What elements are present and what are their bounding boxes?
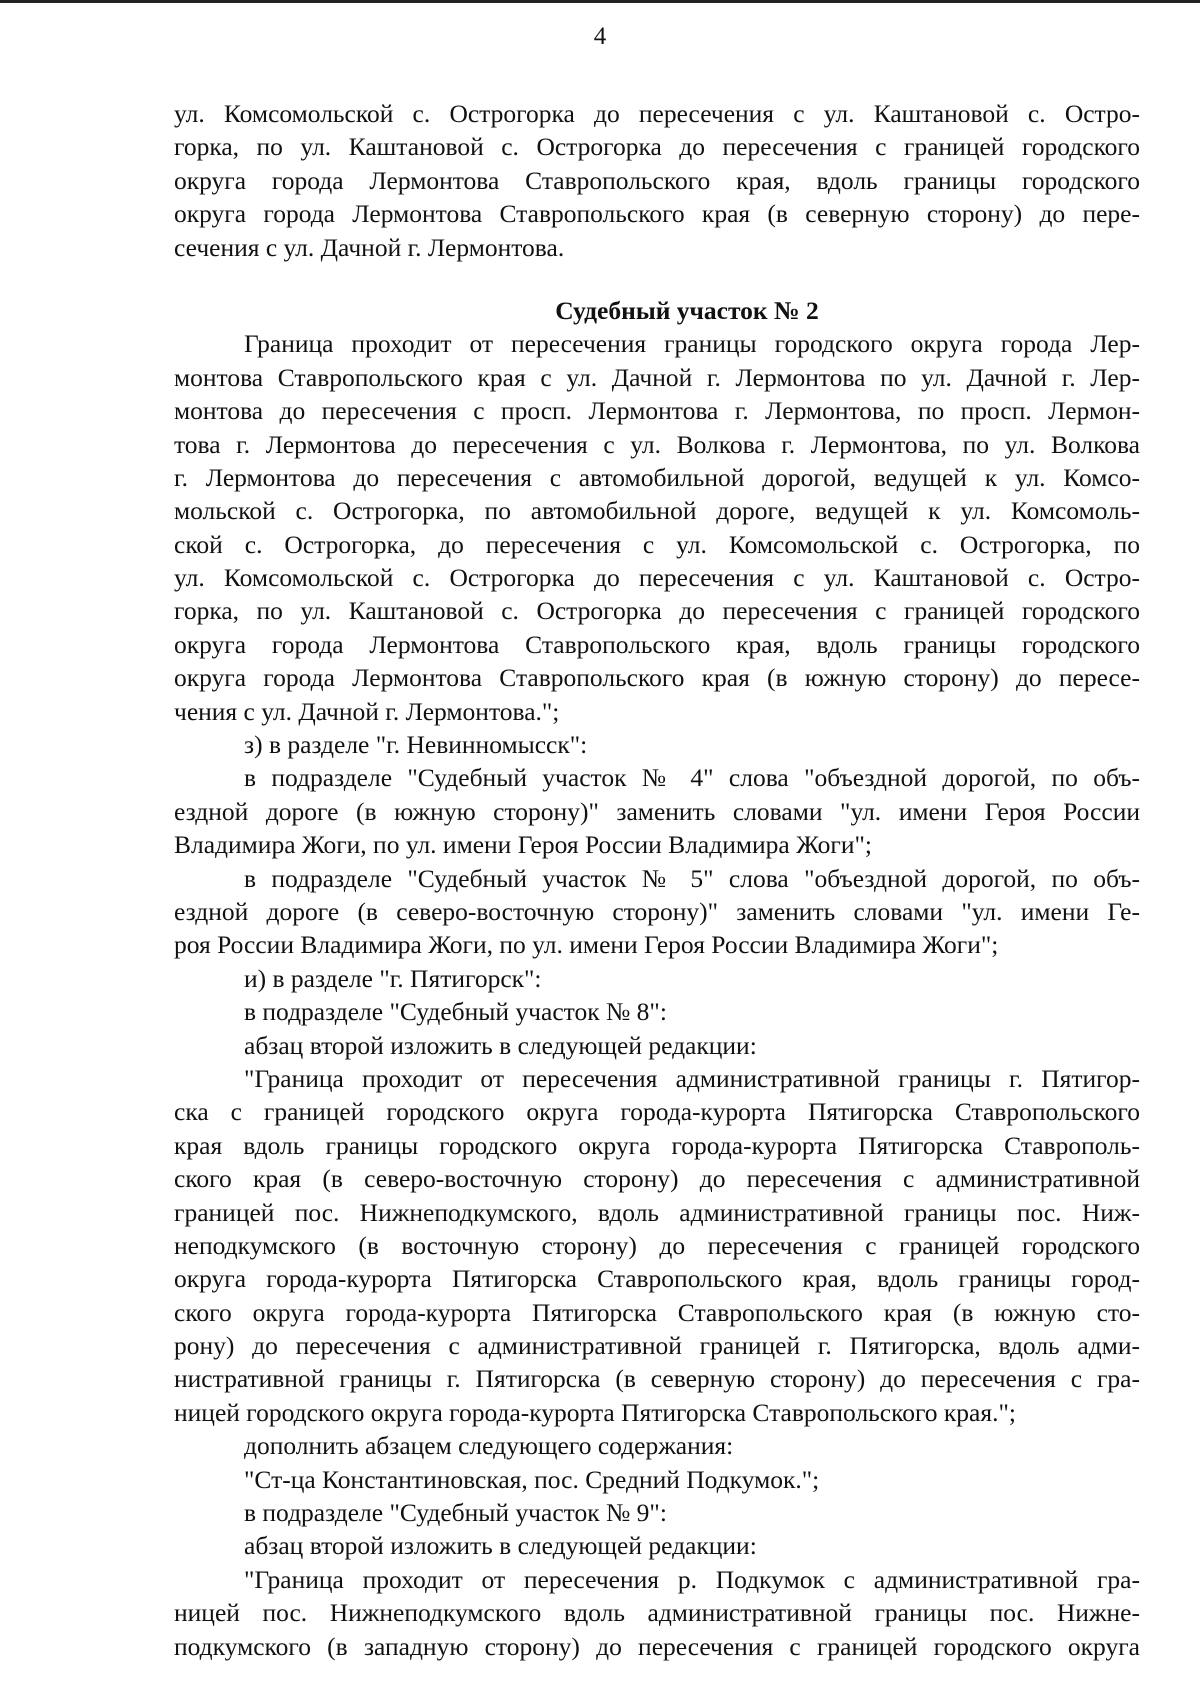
text-line: в подразделе "Судебный участок № 9": (244, 1498, 667, 1528)
text-line: "Граница проходит от пересечения р. Подкумок с административной гра- (244, 1564, 1140, 1594)
text-line: ского округа города-курорта Пятигорска Ставропольского края (в южную сто- (174, 1297, 1140, 1327)
text-line: рону) до пересечения с административной границей г. Пятигорска, вдоль адми- (174, 1331, 1140, 1361)
text-line: ского края (в северо-восточную сторону) до пересечения с административной (174, 1164, 1140, 1194)
text-line: округа города Лермонтова Ставропольского края (в северную сторону) до пере- (174, 199, 1140, 229)
text-line: горка, по ул. Каштановой с. Острогорка до пересечения с границей городского (174, 132, 1140, 162)
text-line: роя России Владимира Жоги, по ул. имени Героя России Владимира Жоги"; (174, 930, 999, 960)
text-line: з) в разделе "г. Невинномысск": (244, 730, 588, 760)
text-line: абзац второй изложить в следующей редакции: (244, 1030, 757, 1060)
text-line: ницей городского округа города-курорта Пятигорска Ставропольского края."; (174, 1397, 1016, 1427)
text-line: това г. Лермонтова до пересечения с ул. Волкова г. Лермонтова, по ул. Волкова (174, 429, 1140, 459)
top-border-line (0, 0, 1200, 3)
text-line: ска с границей городского округа города-курорта Пятигорска Ставропольского (174, 1097, 1140, 1127)
text-line: дополнить абзацем следующего содержания: (244, 1431, 734, 1461)
text-line: монтова до пересечения с просп. Лермонтова г. Лермонтова, по просп. Лермон- (174, 396, 1140, 426)
text-line: округа города Лермонтова Ставропольского края, вдоль границы городского (174, 165, 1140, 195)
section-heading: Судебный участок № 2 (555, 295, 819, 325)
text-line: в подразделе "Судебный участок № 5" слова "объездной дорогой, по объ- (244, 863, 1140, 893)
text-line: г. Лермонтова до пересечения с автомобильной дорогой, ведущей к ул. Комсо- (174, 462, 1140, 492)
text-line: края вдоль границы городского округа города-курорта Пятигорска Ставрополь- (174, 1130, 1140, 1160)
text-line: округа города-курорта Пятигорска Ставропольского края, вдоль границы город- (174, 1264, 1140, 1294)
text-line: нистративной границы г. Пятигорска (в северную сторону) до пересечения с гра- (174, 1364, 1140, 1394)
text-line: в подразделе "Судебный участок № 4" слова "объездной дорогой, по объ- (244, 763, 1140, 793)
text-line: и) в разделе "г. Пятигорск": (244, 963, 542, 993)
document-body (174, 97, 1140, 1663)
text-line: Владимира Жоги, по ул. имени Героя России Владимира Жоги"; (174, 830, 872, 860)
text-line: Граница проходит от пересечения границы городского округа города Лер- (244, 329, 1140, 359)
text-line: округа города Лермонтова Ставропольского края (в южную сторону) до пересе- (174, 663, 1140, 693)
text-line: горка, по ул. Каштановой с. Острогорка до пересечения с границей городского (174, 596, 1140, 626)
text-line: подкумского (в западную сторону) до пересечения с границей городского округа (174, 1631, 1140, 1661)
text-line: ул. Комсомольской с. Острогорка до пересечения с ул. Каштановой с. Остро- (174, 563, 1140, 593)
text-line: "Граница проходит от пересечения административной границы г. Пятигор- (244, 1063, 1140, 1093)
text-line: "Ст-ца Константиновская, пос. Средний Подкумок."; (244, 1464, 820, 1494)
page-number: 4 (593, 23, 607, 50)
text-line: сечения с ул. Дачной г. Лермонтова. (174, 232, 565, 262)
text-line: ской с. Острогорка, до пересечения с ул. Комсомольской с. Острогорка, по (174, 529, 1140, 559)
text-line: ницей пос. Нижнеподкумского вдоль административной границы пос. Нижне- (174, 1598, 1140, 1628)
text-line: ездной дороге (в северо-восточную сторону)" заменить словами "ул. имени Ге- (174, 896, 1140, 926)
text-line: округа города Лермонтова Ставропольского края, вдоль границы городского (174, 629, 1140, 659)
text-line: ул. Комсомольской с. Острогорка до пересечения с ул. Каштановой с. Остро- (174, 99, 1140, 128)
text-line: неподкумского (в восточную сторону) до пересечения с границей городского (174, 1230, 1140, 1260)
text-line: мольской с. Острогорка, по автомобильной дороге, ведущей к ул. Комсомоль- (174, 496, 1140, 526)
text-line: в подразделе "Судебный участок № 8": (244, 997, 667, 1027)
text-line: ездной дороге (в южную сторону)" заменить словами "ул. имени Героя России (174, 796, 1140, 826)
text-line: чения с ул. Дачной г. Лермонтова."; (174, 696, 560, 726)
text-line: монтова Ставропольского края с ул. Дачной г. Лермонтова по ул. Дачной г. Лер- (174, 362, 1140, 392)
text-line: абзац второй изложить в следующей редакции: (244, 1531, 757, 1561)
text-line: границей пос. Нижнеподкумского, вдоль административной границы пос. Ниж- (174, 1197, 1140, 1227)
